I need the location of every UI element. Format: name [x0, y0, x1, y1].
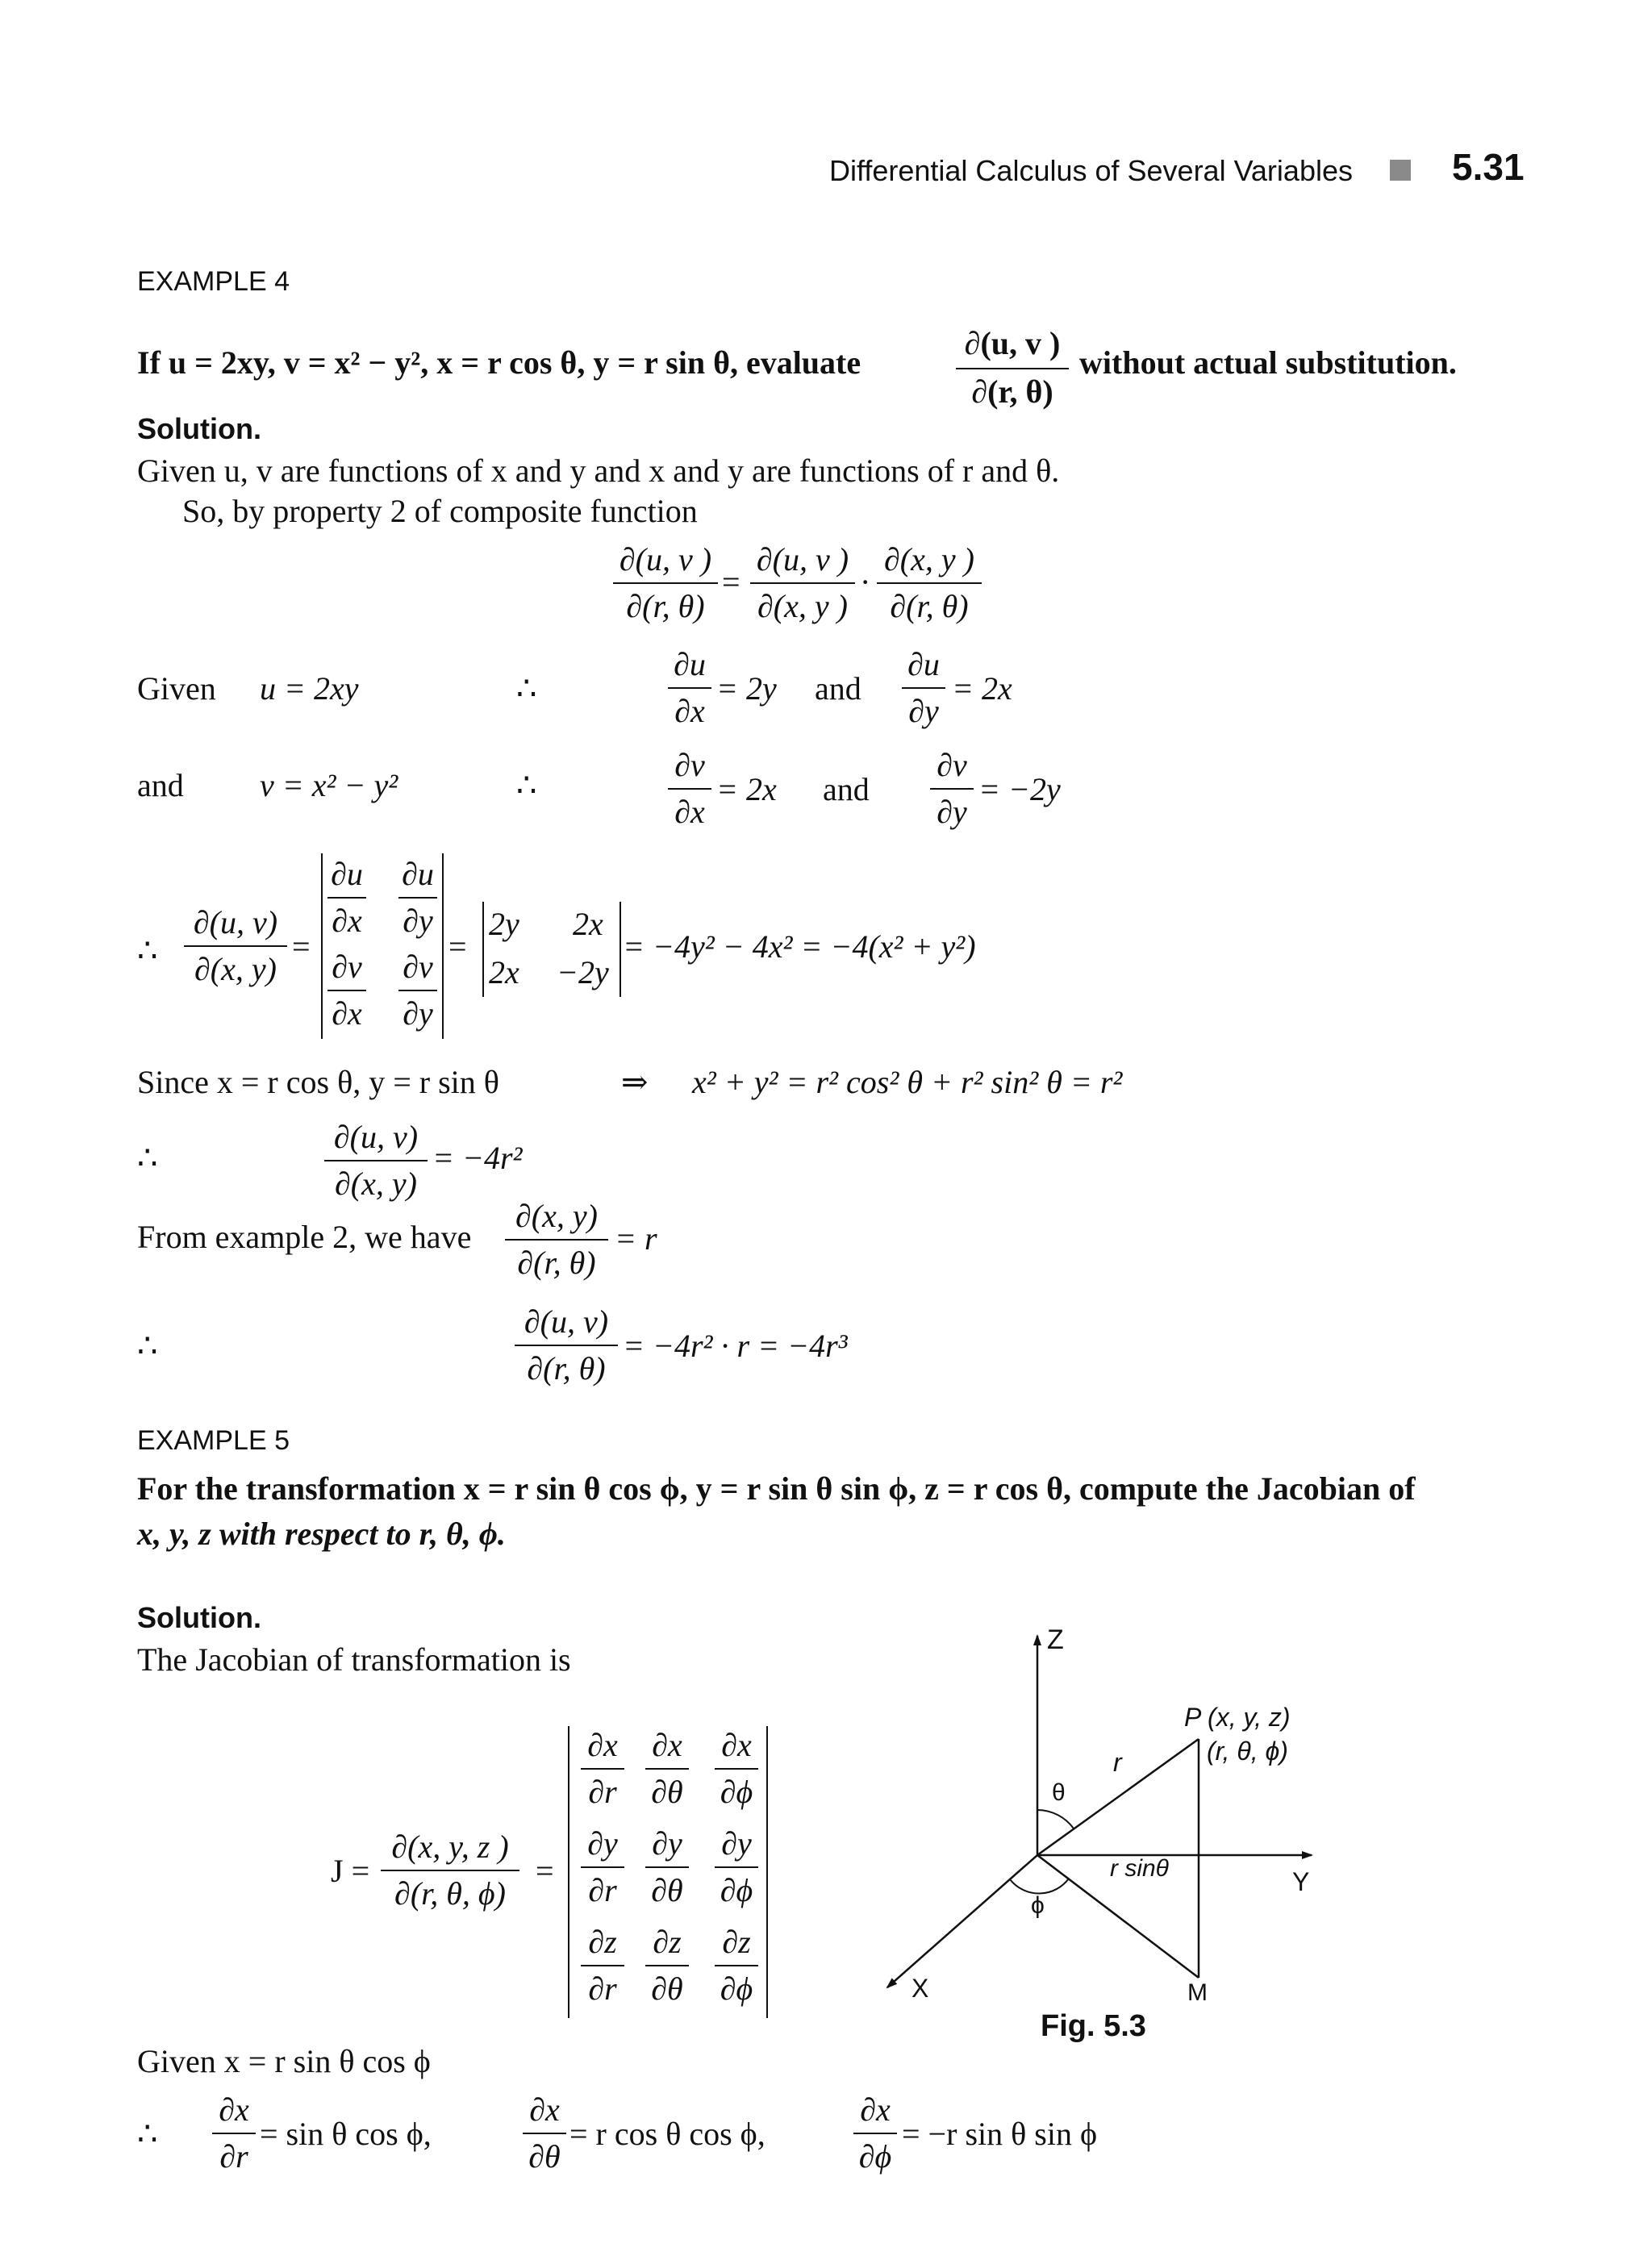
jacobian-x-r-den: ∂r [588, 1774, 617, 1810]
therefore-1: ∴ [516, 670, 537, 707]
p2-bar [523, 2133, 566, 2134]
example-4-line2: So, by property 2 of composite function [182, 493, 698, 529]
jacobian-y-phi-den: ∂ϕ [720, 1872, 753, 1908]
z-label: Z [1047, 1624, 1064, 1655]
matrix-right-bar [620, 902, 621, 997]
from-example-2: From example 2, we have [137, 1219, 472, 1255]
J-label: J = [331, 1853, 370, 1889]
x-label: X [912, 1974, 929, 2003]
therefore-2: ∴ [516, 767, 537, 803]
matrix-11: 2y [489, 906, 519, 942]
m-label: M [1187, 1979, 1208, 2006]
chain-mid-num: ∂(u, v ) [756, 541, 849, 578]
jacobian-y-theta-bar [645, 1866, 689, 1868]
example-4-problem: If u = 2xy, v = x² − y², x = r cos θ, y = r sin θ, evaluate [137, 344, 861, 381]
y-label: Y [1292, 1867, 1310, 1896]
jacobian-x-phi-den: ∂ϕ [720, 1774, 753, 1810]
res1-bar [324, 1160, 428, 1161]
det-11-num: ∂u [331, 856, 363, 892]
example-4-solution-heading: Solution. [137, 412, 261, 445]
det-12-den: ∂y [403, 903, 433, 939]
dv-dx-num: ∂v [674, 747, 705, 783]
theta-label: θ [1052, 1779, 1066, 1806]
det-21-num: ∂v [332, 949, 362, 985]
jacobian-z-phi-bar [715, 1965, 758, 1966]
dv-dy-num: ∂v [937, 747, 967, 783]
det-22-den: ∂y [403, 995, 433, 1032]
p1-bar [212, 2133, 256, 2134]
du-dx-value: = 2y [716, 670, 777, 707]
x-axis [887, 1855, 1037, 1987]
p1-num: ∂x [219, 2091, 249, 2128]
jacobian-z-r-bar [581, 1965, 624, 1966]
example-5-problem-line2: x, y, z with respect to r, θ, ϕ. [137, 1516, 506, 1552]
example-5-line1: The Jacobian of transformation is [137, 1641, 571, 1678]
therefore-4: ∴ [137, 1140, 158, 1176]
p3-den: ∂ϕ [858, 2138, 892, 2175]
example-4-problem-tail: without actual substitution. [1079, 344, 1457, 381]
res1-den: ∂(x, y) [335, 1166, 417, 1202]
res2-num: ∂(x, y) [515, 1198, 598, 1234]
p3-value: = −r sin θ sin ϕ [902, 2116, 1098, 2152]
example-4-heading: EXAMPLE 4 [137, 266, 290, 297]
chain-right-num: ∂(x, y ) [884, 541, 974, 578]
problem-frac-bar [956, 368, 1069, 369]
det-12-num: ∂u [402, 856, 434, 892]
p1-value: = sin θ cos ϕ, [260, 2116, 432, 2152]
jacobian-y-theta-num: ∂y [652, 1825, 682, 1862]
r-label: r [1113, 1748, 1122, 1777]
example-5-heading: EXAMPLE 5 [137, 1425, 290, 1456]
jac-uv-xy-den: ∂(x, y) [194, 951, 277, 987]
p2-den: ∂θ [528, 2138, 561, 2175]
chain-dot: · [860, 564, 871, 600]
chain-equals: = [722, 564, 740, 600]
spherical-coordinates-figure [871, 1605, 1339, 2057]
rsin-label: r sinθ [1110, 1855, 1169, 1882]
det-21-den: ∂x [332, 995, 362, 1032]
problem-frac-den: ∂(r, θ) [971, 373, 1053, 410]
dv-dy-bar [930, 788, 974, 790]
example-4-line1: Given u, v are functions of x and y and x and y are functions of r and θ. [137, 452, 1060, 489]
det-11-den: ∂x [332, 903, 362, 939]
jacobian-z-r-num: ∂z [588, 1924, 617, 1960]
since-result: x² + y² = r² cos² θ + r² sin² θ = r² [692, 1064, 1123, 1100]
jacobian-y-phi-bar [715, 1866, 758, 1868]
example-5-solution-heading: Solution. [137, 1601, 261, 1634]
phi-label: ϕ [1031, 1892, 1045, 1919]
du-dx-den: ∂x [674, 693, 705, 729]
implies-arrow: ⇒ [621, 1064, 649, 1100]
dv-dx-bar [668, 788, 711, 790]
figure-caption: Fig. 5.3 [1041, 2009, 1146, 2043]
res2-value: = r [615, 1220, 657, 1257]
res2-den: ∂(r, θ) [517, 1245, 596, 1281]
chain-left-num: ∂(u, v ) [619, 541, 712, 578]
matrix-21: 2x [489, 954, 519, 990]
page-number: 5.31 [1452, 146, 1525, 188]
jacobian-y-phi-num: ∂y [721, 1825, 752, 1862]
and-2: and [823, 771, 870, 807]
jacobian-x-theta-bar [645, 1768, 689, 1770]
jacobian-x-theta-num: ∂x [652, 1727, 682, 1763]
J-den: ∂(r, θ, ϕ) [394, 1875, 506, 1912]
res3-num: ∂(u, v) [524, 1303, 609, 1340]
chain-right-bar [877, 582, 982, 584]
res1-value: = −4r² [432, 1140, 523, 1176]
jacobian-z-theta-den: ∂θ [651, 1970, 683, 2007]
jacobian-z-phi-den: ∂ϕ [720, 1970, 753, 2007]
det-22-num: ∂v [403, 949, 433, 985]
J-bar [381, 1870, 519, 1871]
det-right-bar [442, 853, 444, 1039]
jacobian-z-theta-bar [645, 1965, 689, 1966]
jac-equals-1: = [292, 928, 311, 965]
res3-value: = −4r² · r = −4r³ [623, 1328, 848, 1364]
therefore-3: ∴ [137, 932, 158, 969]
det-21-bar [327, 990, 366, 991]
jac-uv-xy-bar [184, 945, 287, 947]
du-dx-bar [668, 687, 711, 689]
det-12-bar [398, 897, 437, 899]
jacobian-x-theta-den: ∂θ [651, 1774, 683, 1810]
given-u: u = 2xy [260, 670, 359, 707]
res3-den: ∂(r, θ) [527, 1350, 606, 1387]
since-line: Since x = r cos θ, y = r sin θ [137, 1064, 499, 1100]
det-11-bar [327, 897, 366, 899]
jacobian-x-r-bar [581, 1768, 624, 1770]
dv-dy-value: = −2y [978, 771, 1061, 807]
jac-equals-2: = [448, 928, 467, 965]
given-label-u: Given [137, 670, 216, 707]
and-label-v: and [137, 767, 184, 803]
du-dy-den: ∂y [908, 693, 939, 729]
p2-value: = r cos θ cos ϕ, [569, 2116, 766, 2152]
chain-left-den: ∂(r, θ) [626, 588, 705, 624]
det-result: = −4y² − 4x² = −4(x² + y²) [623, 928, 976, 965]
jacobian-y-r-den: ∂r [588, 1872, 617, 1908]
chain-left-bar [613, 582, 718, 584]
p1-den: ∂r [219, 2138, 248, 2175]
jacobian-x-phi-num: ∂x [721, 1727, 752, 1763]
du-dy-bar [902, 687, 945, 689]
jacobian-left-bar [568, 1726, 569, 2018]
dv-dx-den: ∂x [674, 794, 705, 830]
jacobian-z-theta-num: ∂z [653, 1924, 682, 1960]
header-square [1390, 160, 1411, 181]
theta-arc [1037, 1810, 1074, 1829]
jacobian-x-phi-bar [715, 1768, 758, 1770]
res1-num: ∂(u, v) [333, 1119, 419, 1155]
dv-dy-den: ∂y [937, 794, 967, 830]
dv-dx-value: = 2x [716, 771, 777, 807]
matrix-12: 2x [573, 906, 603, 942]
chain-mid-bar [750, 582, 855, 584]
and-1: and [815, 670, 861, 707]
therefore-6: ∴ [137, 2116, 158, 2152]
matrix-left-bar [482, 902, 484, 997]
J-equals: = [536, 1853, 554, 1889]
det-22-bar [398, 990, 437, 991]
given-v: v = x² − y² [260, 767, 398, 803]
therefore-5: ∴ [137, 1328, 158, 1364]
jacobian-x-r-num: ∂x [587, 1727, 618, 1763]
jacobian-right-bar [766, 1726, 768, 2018]
du-dy-num: ∂u [907, 646, 940, 682]
du-dx-num: ∂u [674, 646, 706, 682]
jacobian-z-r-den: ∂r [588, 1970, 617, 2007]
jacobian-z-phi-num: ∂z [722, 1924, 751, 1960]
jac-uv-xy-num: ∂(u, v) [193, 904, 278, 940]
phi-arc [1010, 1879, 1069, 1894]
given-x: Given x = r sin θ cos ϕ [137, 2043, 431, 2079]
p3-bar [853, 2133, 897, 2134]
J-num: ∂(x, y, z ) [391, 1829, 509, 1865]
du-dy-value: = 2x [952, 670, 1012, 707]
chain-mid-den: ∂(x, y ) [757, 588, 848, 624]
running-title: Differential Calculus of Several Variables [829, 154, 1353, 187]
jacobian-y-theta-den: ∂θ [651, 1872, 683, 1908]
jacobian-y-r-bar [581, 1866, 624, 1868]
problem-frac-num: ∂(u, v ) [964, 325, 1061, 361]
jacobian-y-r-num: ∂y [587, 1825, 618, 1862]
res2-bar [505, 1239, 608, 1241]
p3-num: ∂x [860, 2091, 891, 2128]
p2-num: ∂x [529, 2091, 560, 2128]
matrix-22: −2y [557, 954, 609, 990]
example-5-problem-line1: For the transformation x = r sin θ cos ϕ, y = r sin θ sin ϕ, z = r cos θ, compute the Jacobian of [137, 1470, 1416, 1507]
point-label: P (x, y, z) [1184, 1703, 1291, 1732]
res3-bar [515, 1345, 618, 1346]
point-polar-label: (r, θ, ϕ) [1207, 1737, 1288, 1766]
chain-right-den: ∂(r, θ) [890, 588, 969, 624]
